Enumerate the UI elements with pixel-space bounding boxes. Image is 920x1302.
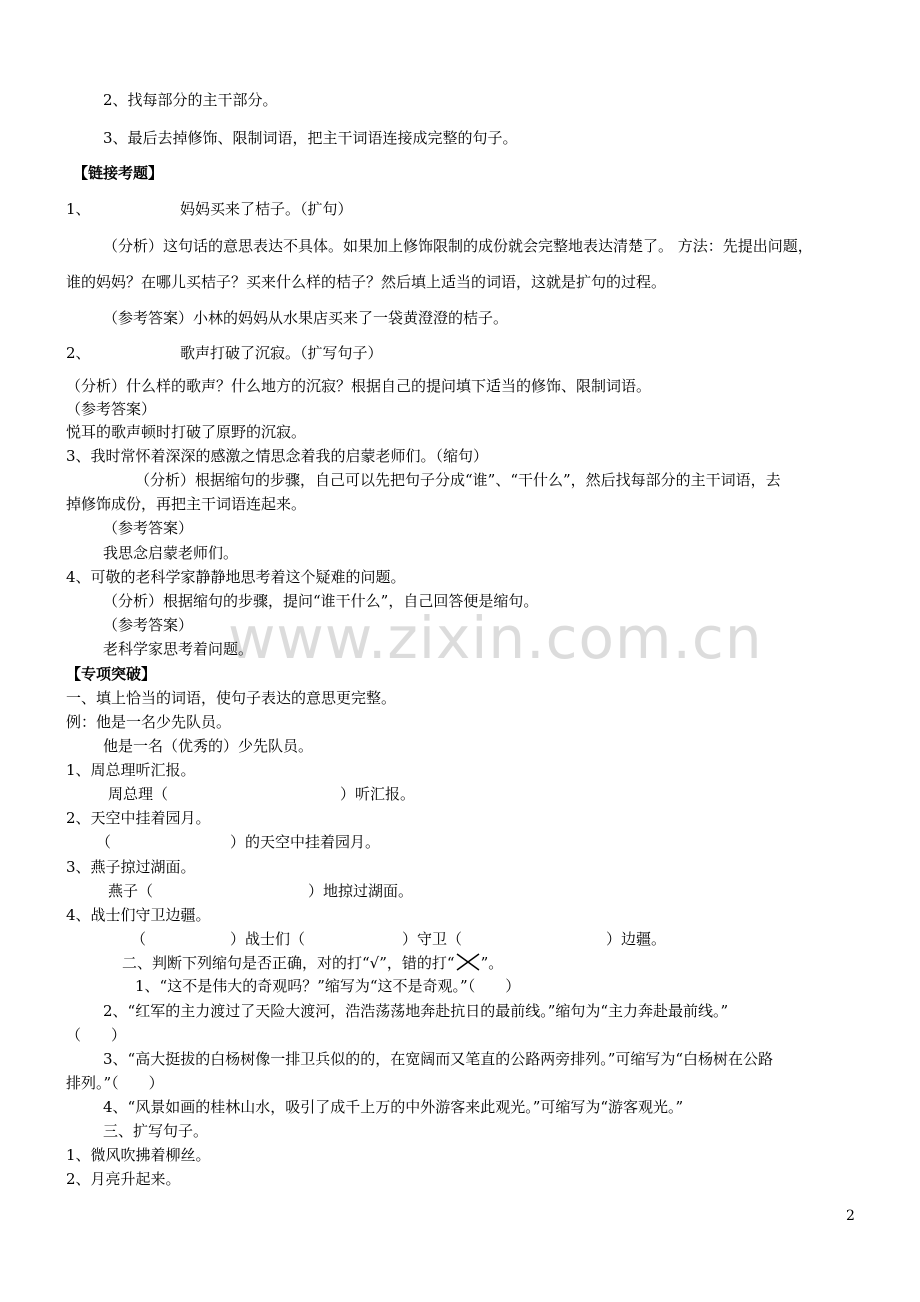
q3-text: 3、我时常怀着深深的感激之情思念着我的启蒙老师们。（缩句） <box>66 447 489 465</box>
q2-number: 2、 <box>66 344 91 362</box>
q2-text: 歌声打破了沉寂。（扩写句子） <box>180 344 383 362</box>
part2-instruction-text: 二、判断下列缩句是否正确，对的打“√”，错的打“ <box>122 954 455 972</box>
part2-instruction-end: ”。 <box>480 954 504 972</box>
judge-4: 4、“风景如画的桂林山水，吸引了成千上万的中外游客来此观光。”可缩写为“游客观光。” <box>103 1098 684 1116</box>
q1-text: 妈妈买来了桔子。（扩句） <box>180 200 353 218</box>
cross-mark-icon <box>455 953 481 971</box>
expand-2: 2、月亮升起来。 <box>66 1170 181 1188</box>
heading-special-practice: 【专项突破】 <box>66 665 157 683</box>
q1-analysis-1: （分析）这句话的意思表达不具体。如果加上修饰限制的成份就会完整地表达清楚了。 方法：先提出问题， <box>103 237 813 255</box>
fill-4-part-b: ）战士们（ <box>230 930 306 948</box>
page-number: 2 <box>846 1208 855 1224</box>
fill-3-suffix: ）地掠过湖面。 <box>308 882 414 900</box>
fill-3-prefix: 燕子（ <box>108 882 154 900</box>
watermark: www.zixin.com.cn <box>228 604 763 672</box>
fill-4-part-c: ）守卫（ <box>402 930 463 948</box>
fill-2: 2、天空中挂着园月。 <box>66 809 211 827</box>
fill-4-part-a: （ <box>131 930 147 948</box>
step-2: 2、找每部分的主干部分。 <box>103 91 278 109</box>
q1-analysis-2: 谁的妈妈？在哪儿买桔子？买来什么样的桔子？然后填上适当的词语，这就是扩句的过程。 <box>66 273 667 291</box>
fill-1-suffix: ）听汇报。 <box>340 785 416 803</box>
q3-answer: 我思念启蒙老师们。 <box>103 544 239 562</box>
q4-analysis: （分析）根据缩句的步骤，提问“谁干什么”，自己回答便是缩句。 <box>103 592 539 610</box>
fill-2-suffix: ）的天空中挂着园月。 <box>230 833 381 851</box>
q1-answer: （参考答案）小林的妈妈从水果店买来了一袋黄澄澄的桔子。 <box>103 309 509 327</box>
q3-analysis-2: 掉修饰成份，再把主干词语连起来。 <box>66 495 307 513</box>
part2-instruction <box>122 953 503 973</box>
q3-reference-label: （参考答案） <box>103 519 194 537</box>
part1-example-answer: 他是一名（优秀的）少先队员。 <box>103 737 314 755</box>
expand-1: 1、微风吹拂着柳丝。 <box>66 1146 211 1164</box>
q2-reference-label: （参考答案） <box>66 400 157 418</box>
fill-4-part-d: ）边疆。 <box>606 930 667 948</box>
q2-analysis: （分析）什么样的歌声？什么地方的沉寂？根据自己的提问填下适当的修饰、限制词语。 <box>66 377 652 395</box>
judge-3-cont: 排列。”（ ） <box>66 1074 164 1092</box>
fill-1-prefix: 周总理（ <box>108 785 169 803</box>
judge-1: 1、“这不是伟大的奇观吗？”缩写为“这不是奇观。”（ ） <box>135 977 521 995</box>
q2-answer: 悦耳的歌声顿时打破了原野的沉寂。 <box>66 423 307 441</box>
judge-2-blank: （ ） <box>66 1026 127 1044</box>
q4-text: 4、可敬的老科学家静静地思考着这个疑难的问题。 <box>66 568 406 586</box>
q3-analysis-1: （分析）根据缩句的步骤，自己可以先把句子分成“谁”、“干什么”，然后找每部分的主干词语，去 <box>135 471 781 489</box>
judge-2: 2、“红军的主力渡过了天险大渡河，浩浩荡荡地奔赴抗日的最前线。”缩句为“主力奔赴最前线。” <box>103 1002 729 1020</box>
fill-1: 1、周总理听汇报。 <box>66 761 196 779</box>
fill-4: 4、战士们守卫边疆。 <box>66 906 211 924</box>
q4-reference-label: （参考答案） <box>103 616 194 634</box>
judge-3: 3、“高大挺拔的白杨树像一排卫兵似的的，在宽阔而又笔直的公路两旁排列。”可缩写为“白杨树在公路 <box>103 1050 774 1068</box>
step-3: 3、最后去掉修饰、限制词语，把主干词语连接成完整的句子。 <box>103 129 518 147</box>
part1-example: 例：他是一名少先队员。 <box>66 713 232 731</box>
fill-3: 3、燕子掠过湖面。 <box>66 858 196 876</box>
q1-number: 1、 <box>66 200 91 218</box>
q4-answer: 老科学家思考着问题。 <box>103 640 254 658</box>
heading-linked-questions: 【链接考题】 <box>73 164 164 182</box>
fill-2-prefix: （ <box>96 833 112 851</box>
part3-instruction: 三、扩写句子。 <box>103 1122 209 1140</box>
part1-instruction: 一、填上恰当的词语，使句子表达的意思更完整。 <box>66 689 397 707</box>
